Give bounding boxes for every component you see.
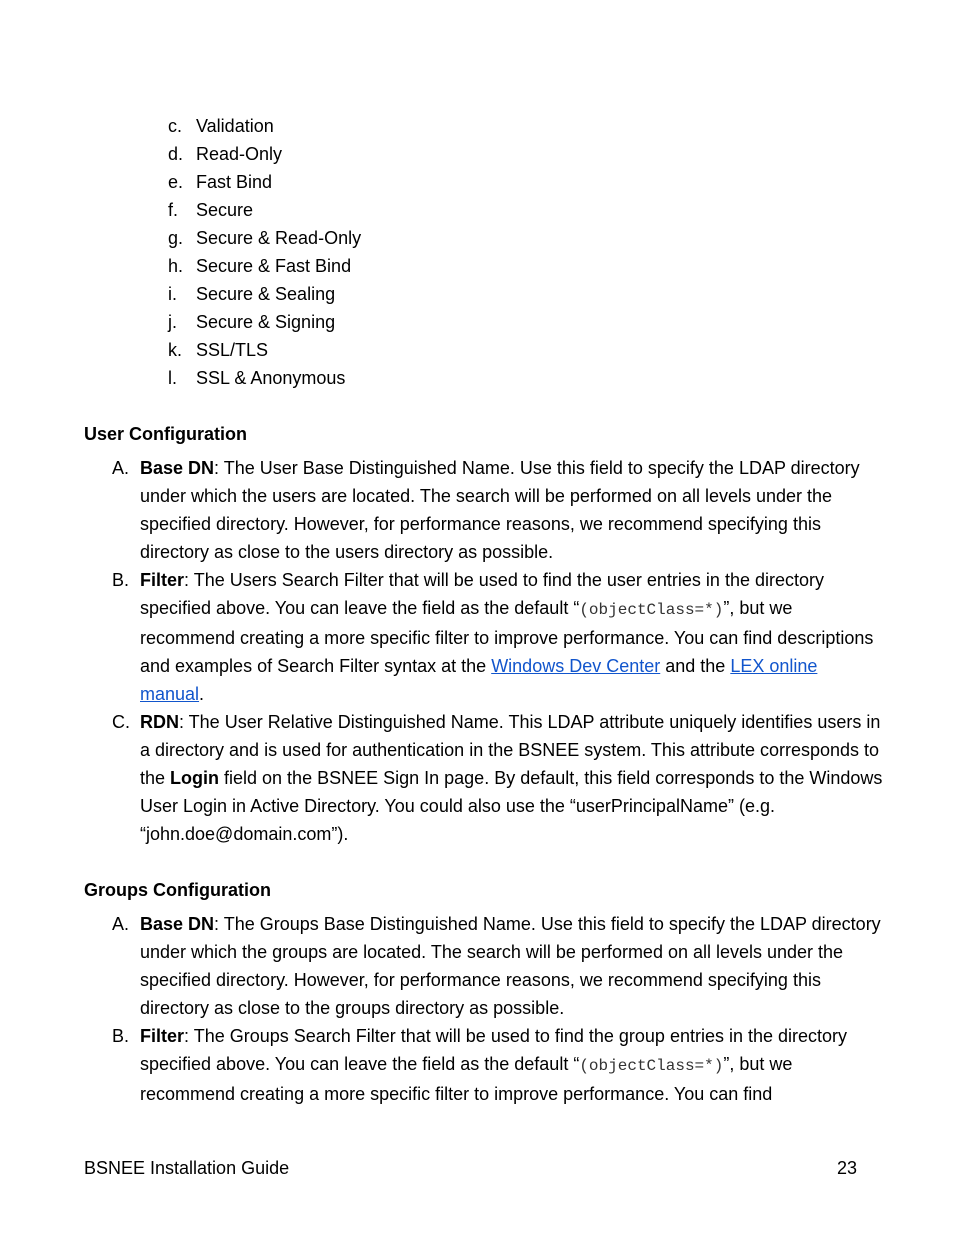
list-marker: g. (168, 228, 184, 248)
list-item (168, 224, 361, 252)
term: Filter (140, 1026, 185, 1046)
list-item (84, 454, 884, 566)
description: : The User Relative Distinguished Name. This LDAP attribute uniquely identifies users in a directory and is used for authentication in the BSNEE system. This attribute corresponds to the (140, 712, 881, 788)
description: : The Groups Search Filter that will be used to find the group entries in the directory specified above. You can leave the field as the default (140, 1026, 848, 1074)
open-quote: “ (573, 1054, 580, 1074)
filter-code: (objectClass=*) (579, 601, 724, 619)
description: , but we recommend creating a more specific filter to improve performance. You can find (140, 1054, 793, 1104)
lex-online-manual-link[interactable]: LEX online manual (140, 656, 818, 704)
groups-configuration-section (84, 876, 884, 1108)
list-item (168, 280, 361, 308)
page-footer (84, 1154, 857, 1182)
windows-dev-center-link[interactable]: Windows Dev Center (491, 656, 661, 676)
list-marker: h. (168, 256, 184, 276)
list-item-label: Validation (196, 116, 274, 136)
list-item-label: Secure & Read-Only (196, 228, 362, 248)
open-quote: “ (573, 598, 580, 618)
list-item-label: Read-Only (196, 144, 283, 164)
list-item-label: Fast Bind (196, 172, 273, 192)
groups-configuration-list (84, 910, 884, 1108)
description: : The Users Search Filter that will be used to find the user entries in the directory specified above. You can leave the field as the default (140, 570, 824, 618)
list-item (168, 168, 361, 196)
term: RDN (140, 712, 179, 732)
list-marker: j. (168, 312, 177, 332)
list-item (84, 708, 884, 848)
list-marker: e. (168, 172, 184, 192)
term: Filter (140, 570, 185, 590)
section-heading: Groups Configuration (84, 880, 271, 900)
list-item (168, 308, 361, 336)
list-item (168, 112, 361, 140)
list-item (168, 364, 361, 392)
list-item (168, 196, 361, 224)
list-marker: f. (168, 200, 179, 220)
close-quote: ” (723, 1054, 730, 1074)
term: Base DN (140, 914, 215, 934)
list-item-label: SSL & Anonymous (196, 368, 346, 388)
list-item (84, 910, 884, 1022)
close-quote: ” (723, 598, 730, 618)
filter-code: (objectClass=*) (579, 1057, 724, 1075)
security-options-list (168, 112, 361, 392)
list-marker: d. (168, 144, 184, 164)
list-item (168, 140, 361, 168)
description: . (199, 684, 205, 704)
description: field on the BSNEE Sign In page. By default, this field corresponds to the Windows User Login in Active Directory. You could also use the “userPrincipalName” (e.g. “john.doe@domain.com”). (140, 768, 883, 844)
document-title: BSNEE Installation Guide (84, 1158, 290, 1178)
list-item-label: Secure & Sealing (196, 284, 336, 304)
user-configuration-section (84, 420, 884, 848)
list-item (168, 252, 361, 280)
list-marker: C. (112, 712, 130, 732)
list-item (168, 336, 361, 364)
list-marker: l. (168, 368, 177, 388)
list-marker: k. (168, 340, 183, 360)
list-marker: B. (112, 1026, 130, 1046)
term: Login (170, 768, 220, 788)
description: : The User Base Distinguished Name. Use this field to specify the LDAP directory under which the users are located. The search will be performed on all levels under the specified directory. However, for performance reasons, we recommend specifying this directory as close to the users directory as possible. (140, 458, 860, 562)
list-marker: i. (168, 284, 177, 304)
section-heading: User Configuration (84, 424, 248, 444)
list-marker: A. (112, 458, 130, 478)
description: , but we recommend creating a more specific filter to improve performance. You can find descriptions and examples of Search Filter syntax at the (140, 598, 874, 676)
list-item (84, 566, 884, 708)
list-item-label: SSL/TLS (196, 340, 269, 360)
user-configuration-list (84, 454, 884, 848)
list-marker: A. (112, 914, 130, 934)
term: Base DN (140, 458, 215, 478)
list-item (84, 1022, 884, 1108)
page-number: 23 (836, 1158, 857, 1178)
list-item-label: Secure (196, 200, 254, 220)
description: : The Groups Base Distinguished Name. Use this field to specify the LDAP directory under which the groups are located. The search will be performed on all levels under the specified directory. However, for performance reasons, we recommend specifying this directory as close to the groups directory as possible. (140, 914, 881, 1018)
description: and the (660, 656, 731, 676)
list-marker: c. (168, 116, 183, 136)
list-item-label: Secure & Signing (196, 312, 336, 332)
list-item-label: Secure & Fast Bind (196, 256, 352, 276)
list-marker: B. (112, 570, 130, 590)
